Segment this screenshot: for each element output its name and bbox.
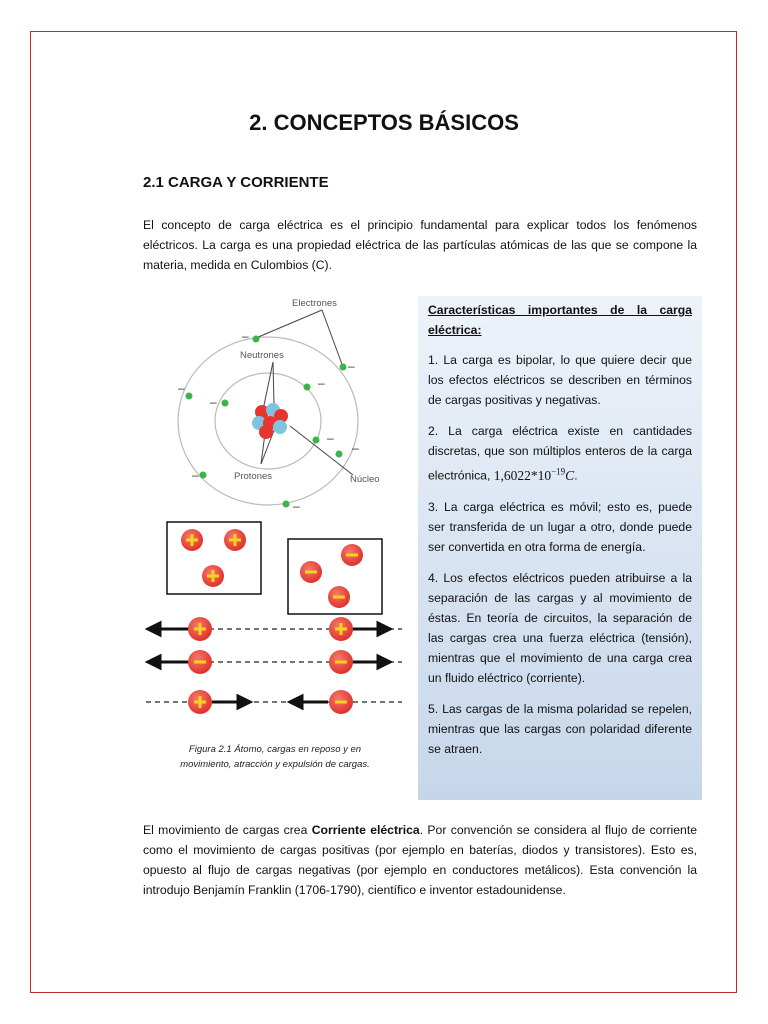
- svg-text:–: –: [348, 359, 355, 373]
- section-heading: 2.1 CARGA Y CORRIENTE: [143, 174, 329, 191]
- label-electrones: Electrones: [292, 298, 337, 309]
- figure-caption: Figura 2.1 Átomo, cargas en reposo y en movimiento, atracción y expulsión de cargas.: [180, 744, 370, 770]
- svg-text:–: –: [327, 431, 334, 445]
- characteristic-5: 5. Las cargas de la misma polaridad se repelen, mientras que las cargas con polaridad diferente se atraen.: [428, 701, 692, 756]
- svg-text:–: –: [242, 329, 249, 343]
- atom-figure: [140, 292, 410, 782]
- characteristics-box: [418, 296, 702, 800]
- svg-text:–: –: [178, 381, 185, 395]
- motion-arrows: [148, 623, 390, 708]
- nucleus: [252, 403, 288, 439]
- characteristic-3: 3. La carga eléctrica es móvil; esto es, puede ser transferida de un lugar a otro, donde puede ser convertida en otra forma de energía.: [428, 499, 692, 554]
- label-protones: Protones: [234, 471, 273, 482]
- label-nucleo: Núcleo: [350, 474, 380, 485]
- svg-text:–: –: [293, 499, 300, 513]
- characteristic-2: 2. La carga eléctrica existe en cantidades discretas, que son múltiplos enteros de la carga electrónica, $1,6022*10^{-19}C$.: [428, 424, 692, 483]
- label-neutrones: Neutrones: [240, 350, 284, 361]
- characteristic-4: 4. Los efectos eléctricos pueden atribuirse a la separación de las cargas y al movimiento de éstas. En teoría de circuitos, la separación de las cargas crea una fuerza eléctrica (tensión), mientras que el movimiento de una carga crea un fluido eléctrico (corriente).: [428, 570, 692, 685]
- svg-text:–: –: [318, 376, 325, 390]
- atom-diagram: [140, 292, 410, 782]
- svg-text:–: –: [352, 441, 359, 455]
- svg-text:–: –: [210, 395, 217, 409]
- box-heading-line2: eléctrica:: [428, 323, 482, 337]
- box-heading-line1: Características importantes de la carga: [428, 303, 692, 317]
- closing-paragraph: El movimiento de cargas crea Corriente eléctrica. Por convención se considera al flujo de corriente como el movimiento de cargas positivas (por ejemplo en baterías, diodos y transistores). Esto es, opuesto al flujo de cargas negativas (por ejemplo en conductores metálicos). Esta convención la introdujo Benjamín Franklin (1706-1790), científico e inventor estadounidense.: [143, 823, 697, 897]
- page-title: 2. CONCEPTOS BÁSICOS: [249, 110, 519, 135]
- charges-in-motion: [188, 617, 353, 714]
- characteristic-1: 1. La carga es bipolar, lo que quiere decir que los efectos eléctricos se describen en términos de cargas positivas y negativas.: [428, 353, 692, 407]
- intro-paragraph: El concepto de carga eléctrica es el principio fundamental para explicar todos los fenómenos eléctricos. La carga es una propiedad eléctrica de las partículas atómicas de las que se compone la materia, medida en Culombios (C).: [143, 218, 697, 272]
- svg-text:–: –: [192, 468, 199, 482]
